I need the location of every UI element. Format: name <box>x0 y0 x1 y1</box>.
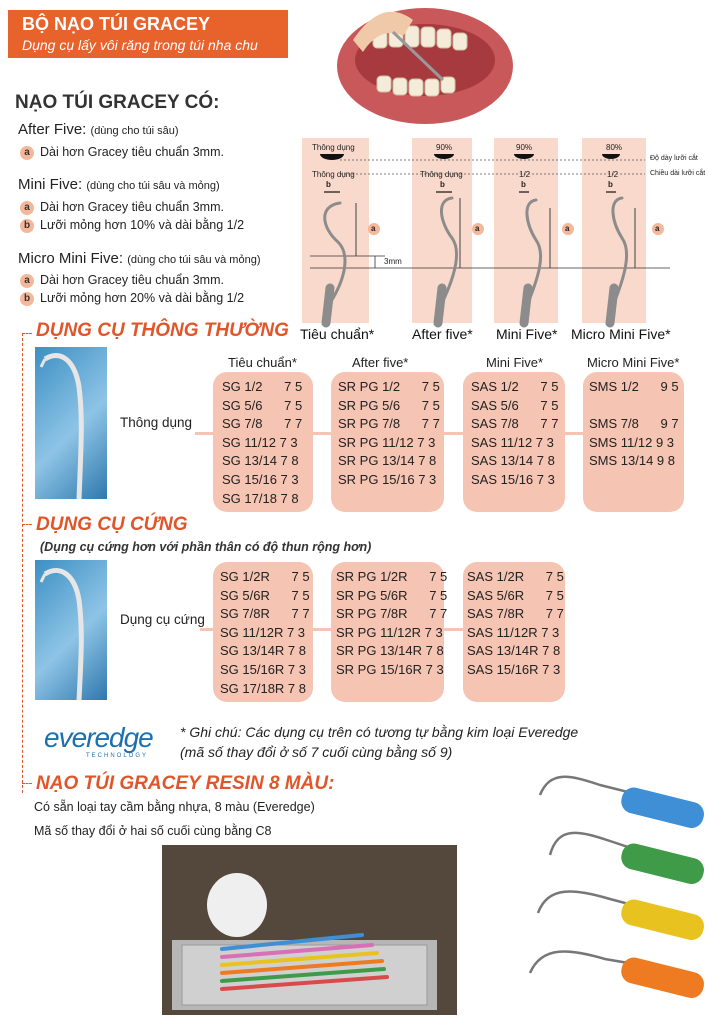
rigid-list-3: SAS 1/2R 7 5 SAS 5/6R 7 5 SAS 7/8R 7 7 SAS 11/12R 7 3 SAS 13/14R 7 8 SAS 15/16R 7 3 <box>467 569 564 677</box>
label-90-after: 90% <box>436 143 453 152</box>
marker-a-icon: a <box>20 146 34 160</box>
page-title: BỘ NẠO TÚI GRACEY <box>22 14 211 34</box>
intro-title: NẠO TÚI GRACEY CÓ: <box>15 92 220 113</box>
mini-five-name: Mini Five: <box>18 176 83 193</box>
standard-list-3: SAS 1/2 7 5 SAS 5/6 7 5 SAS 7/8 7 7 SAS 11/12 7 3 SAS 13/14 7 8 SAS 15/16 7 3 <box>471 379 559 487</box>
label-thong-dung-2: Thông dụng <box>312 170 355 179</box>
rigid-row-label: Dụng cụ cứng <box>120 612 205 627</box>
after-five-a <box>20 145 224 160</box>
caption-micro-mini-five: Micro Mini Five* <box>571 326 671 342</box>
standard-header-2: After five* <box>352 355 409 370</box>
micro-mini-five-a <box>20 273 224 288</box>
label-b-3: b <box>521 180 526 189</box>
caption-standard: Tiêu chuẩn* <box>300 326 375 342</box>
page-subtitle: Dụng cụ lấy vôi răng trong túi nha chu <box>22 37 258 53</box>
standard-instrument-photo <box>35 347 107 499</box>
label-a-3: a <box>565 224 570 233</box>
micro-mini-five-heading <box>18 250 261 267</box>
resin-line-2: Mã số thay đổi ở hai số cuối cùng bằng C8 <box>34 824 272 838</box>
label-half-mini: 1/2 <box>519 170 531 179</box>
marker-a-icon: a <box>20 274 34 288</box>
everedge-note-1: * Ghi chú: Các dụng cụ trên có tương tự bằng kim loại Everedge <box>180 724 579 740</box>
label-3mm: 3mm <box>384 257 402 266</box>
resin-title: NẠO TÚI GRACEY RESIN 8 MÀU: <box>36 773 335 794</box>
mini-five-b-text: Lưỡi mỏng hơn 10% và dài bằng 1/2 <box>40 218 245 232</box>
after-five-note: (dùng cho túi sâu) <box>90 125 179 137</box>
rigid-instrument-photo <box>35 560 107 700</box>
resin-kit-photo <box>162 845 457 1015</box>
label-b-2: b <box>440 180 445 189</box>
rigid-list-2: SR PG 1/2R 7 5 SR PG 5/6R 7 5 SR PG 7/8R 7 7 SR PG 11/12R 7 3 SR PG 13/14R 7 8 SR PG 15/16R 7 3 <box>336 569 448 677</box>
everedge-note-2: (mã số thay đổi ở số 7 cuối cùng bằng số 9) <box>180 744 453 760</box>
standard-header-3: Mini Five* <box>486 355 544 370</box>
marker-b-icon: b <box>20 292 34 306</box>
label-do-day: Độ dày lưỡi cắt <box>650 155 698 162</box>
label-half-micro: 1/2 <box>607 170 619 179</box>
label-b-4: b <box>608 180 613 189</box>
standard-title: DỤNG CỤ THÔNG THƯỜNG <box>36 320 289 341</box>
standard-header-1: Tiêu chuẩn* <box>228 355 297 370</box>
mini-five-a-text: Dài hơn Gracey tiêu chuẩn 3mm. <box>40 200 224 214</box>
micro-mini-five-a-text: Dài hơn Gracey tiêu chuẩn 3mm. <box>40 273 224 287</box>
bracket-tick-3 <box>22 783 32 784</box>
standard-list-4: SMS 1/2 9 5 SMS 7/8 9 7 SMS 11/12 9 3 SMS 13/14 9 8 <box>589 379 679 469</box>
caption-mini-five: Mini Five* <box>496 326 558 342</box>
side-bracket <box>22 333 23 793</box>
standard-row-label: Thông dụng <box>120 415 193 430</box>
mini-five-a <box>20 200 224 215</box>
mini-five-heading <box>18 176 220 193</box>
micro-mini-five-note: (dùng cho túi sâu và mỏng) <box>127 254 261 266</box>
resin-handles-illustration <box>520 765 709 1021</box>
micro-mini-five-name: Micro Mini Five: <box>18 250 124 267</box>
label-80-micro: 80% <box>606 143 623 152</box>
after-five-a-text: Dài hơn Gracey tiêu chuẩn 3mm. <box>40 145 224 159</box>
mini-five-note: (dùng cho túi sâu và mỏng) <box>86 180 220 192</box>
everedge-logo-sub: TECHNOLOGY <box>86 753 149 759</box>
rigid-list-1: SG 1/2R 7 5 SG 5/6R 7 5 SG 7/8R 7 7 SG 11/12R 7 3 SG 13/14R 7 8 SG 15/16R 7 3 SG 17/18R 7 8 <box>220 569 310 696</box>
everedge-logo: everedge <box>44 722 153 753</box>
rigid-subtitle: (Dụng cụ cứng hơn với phần thân có độ thun rộng hơn) <box>40 540 372 554</box>
standard-list-2: SR PG 1/2 7 5 SR PG 5/6 7 5 SR PG 7/8 7 7 SR PG 11/12 7 3 SR PG 13/14 7 8 SR PG 15/16 7 3 <box>338 379 440 487</box>
marker-b-icon: b <box>20 219 34 233</box>
standard-list-1: SG 1/2 7 5 SG 5/6 7 5 SG 7/8 7 7 SG 11/12 7 3 SG 13/14 7 8 SG 15/16 7 3 SG 17/18 7 8 <box>222 379 303 506</box>
after-five-heading <box>18 121 179 138</box>
label-a-2: a <box>475 224 480 233</box>
caption-after-five: After five* <box>412 326 473 342</box>
label-thong-dung: Thông dụng <box>312 143 355 152</box>
label-a-4: a <box>655 224 660 233</box>
label-thong-dung-3: Thông dụng <box>420 170 463 179</box>
label-chieu-dai: Chiều dài lưỡi cắt <box>650 170 706 177</box>
bracket-tick-2 <box>22 524 32 525</box>
micro-mini-five-b <box>20 291 244 306</box>
resin-line-1: Có sẵn loại tay cầm bằng nhựa, 8 màu (Everedge) <box>34 800 315 814</box>
micro-mini-five-b-text: Lưỡi mỏng hơn 20% và dài bằng 1/2 <box>40 291 245 305</box>
mini-five-b <box>20 218 244 233</box>
label-90-mini: 90% <box>516 143 533 152</box>
standard-header-4: Micro Mini Five* <box>587 355 680 370</box>
after-five-name: After Five: <box>18 121 87 138</box>
instrument-diagram <box>300 138 700 328</box>
rigid-title: DỤNG CỤ CỨNG <box>36 514 188 535</box>
bracket-tick-1 <box>22 333 32 334</box>
teeth-photo <box>333 0 513 128</box>
marker-a-icon: a <box>20 201 34 215</box>
label-b-1: b <box>326 180 331 189</box>
label-a-1: a <box>371 224 376 233</box>
